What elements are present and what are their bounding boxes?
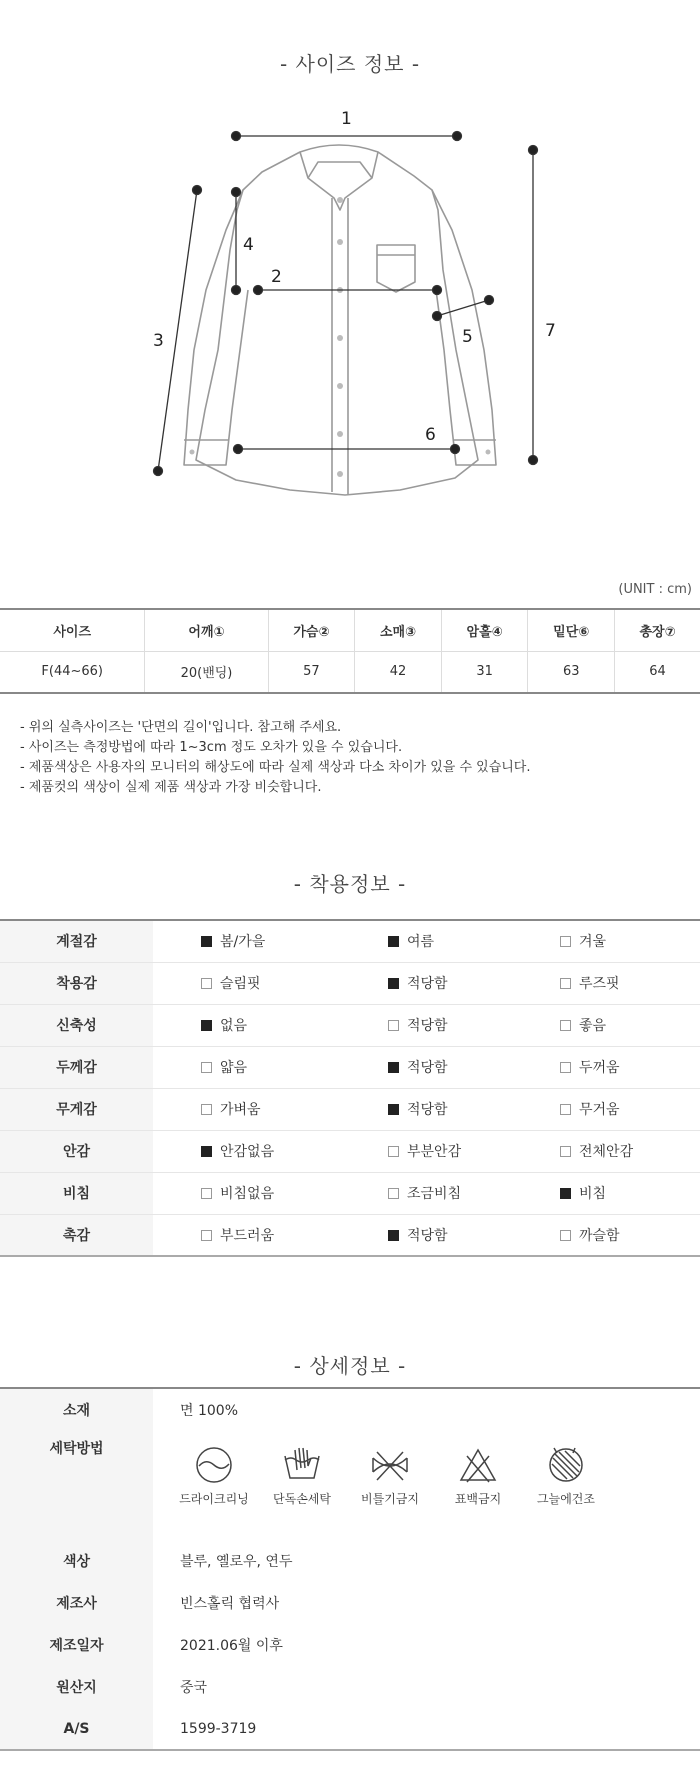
dry-clean-icon	[193, 1444, 235, 1486]
fit-row	[0, 1004, 700, 1046]
fit-option	[510, 1214, 700, 1256]
detail-value: 2021.06월 이후	[180, 1638, 283, 1654]
wash-label: 단독손세탁	[273, 1492, 331, 1506]
fit-option	[153, 1130, 340, 1172]
wash-icons	[173, 1444, 700, 1507]
fit-option-label: 무거움	[579, 1102, 620, 1118]
size-cell: 57	[268, 651, 355, 693]
unchecked-box-icon	[560, 1020, 571, 1031]
size-cell: 64	[615, 651, 700, 693]
fit-option-label: 안감없음	[220, 1144, 275, 1160]
fit-option-label: 까슬함	[579, 1227, 620, 1244]
fit-option	[340, 1172, 510, 1214]
fit-option-label: 얇음	[220, 1060, 248, 1076]
fit-row	[0, 920, 700, 962]
fit-row	[0, 1046, 700, 1088]
size-table	[0, 608, 700, 694]
checked-box-icon	[388, 978, 399, 989]
measure-label-5: 5	[462, 327, 473, 347]
detail-label: 세탁방법	[0, 1430, 153, 1540]
no-wring-icon	[369, 1444, 411, 1486]
shirt-measurement-diagram	[0, 90, 700, 550]
checked-box-icon	[388, 1062, 399, 1073]
detail-value: 블루, 옐로우, 연두	[180, 1554, 293, 1570]
detail-value: 1599-3719	[180, 1720, 257, 1737]
fit-option-label: 적당함	[407, 976, 448, 992]
size-cell: F(44~66)	[0, 651, 145, 693]
fit-label: 착용감	[0, 962, 153, 1004]
measure-label-2: 2	[271, 267, 282, 287]
fit-option-label: 전체안감	[579, 1144, 634, 1160]
fit-option-label: 봄/가을	[220, 934, 266, 951]
fit-label: 안감	[0, 1130, 153, 1172]
unchecked-box-icon	[388, 1146, 399, 1157]
fit-row	[0, 962, 700, 1004]
fit-label: 무게감	[0, 1088, 153, 1130]
wash-item	[349, 1444, 431, 1507]
unchecked-box-icon	[560, 1146, 571, 1157]
fit-option	[153, 1088, 340, 1130]
fit-option	[340, 1004, 510, 1046]
fit-option-label: 적당함	[407, 1227, 448, 1244]
fit-option-label: 여름	[407, 934, 435, 951]
unchecked-box-icon	[201, 1062, 212, 1073]
detail-label: 제조사	[0, 1582, 153, 1624]
size-cell: 42	[355, 651, 442, 693]
detail-row-washing	[0, 1430, 700, 1540]
fit-option	[510, 1172, 700, 1214]
note-line: - 제품색상은 사용자의 모니터의 해상도에 따라 실제 색상과 다소 차이가 있을 수 있습니다.	[20, 760, 531, 775]
fit-label: 계절감	[0, 920, 153, 962]
measure-label-3: 3	[153, 331, 164, 351]
detail-row	[0, 1624, 700, 1666]
unchecked-box-icon	[388, 1020, 399, 1031]
wash-label: 비틀기금지	[361, 1492, 419, 1506]
no-bleach-icon	[457, 1444, 499, 1486]
measure-label-6: 6	[425, 425, 436, 445]
size-header-cell: 밑단⑥	[528, 609, 615, 651]
fit-option-label: 조금비침	[407, 1186, 462, 1202]
unit-label: (UNIT : cm)	[618, 582, 692, 597]
fit-option	[510, 1088, 700, 1130]
detail-rows	[0, 1540, 700, 1750]
note-line: - 사이즈는 측정방법에 따라 1~3cm 정도 오차가 있을 수 있습니다.	[20, 740, 403, 755]
detail-value: 면 100%	[180, 1402, 238, 1419]
checked-box-icon	[201, 936, 212, 947]
fit-option	[340, 1130, 510, 1172]
fit-row	[0, 1172, 700, 1214]
detail-row	[0, 1582, 700, 1624]
fit-option	[340, 1088, 510, 1130]
fit-option-label: 슬림핏	[220, 976, 261, 992]
fit-option	[153, 1046, 340, 1088]
fit-option-label: 부분안감	[407, 1144, 462, 1160]
size-header-cell: 가슴②	[268, 609, 355, 651]
measure-label-7: 7	[545, 321, 556, 341]
fit-option-label: 루즈핏	[579, 976, 620, 992]
fit-option-label: 없음	[220, 1018, 248, 1034]
fit-option-label: 적당함	[407, 1102, 448, 1118]
note-line: - 위의 실측사이즈는 '단면의 길이'입니다. 참고해 주세요.	[20, 720, 342, 735]
wash-item	[261, 1444, 343, 1507]
checked-box-icon	[388, 1230, 399, 1241]
fit-option-label: 부드러움	[220, 1227, 275, 1244]
size-notes	[20, 718, 531, 798]
fit-option	[510, 962, 700, 1004]
checked-box-icon	[388, 936, 399, 947]
fit-option	[340, 1214, 510, 1256]
unchecked-box-icon	[201, 1230, 212, 1241]
fit-label: 비침	[0, 1172, 153, 1214]
detail-label: 제조일자	[0, 1624, 153, 1666]
size-header-cell: 어깨①	[145, 609, 268, 651]
fit-option-label: 좋음	[579, 1018, 607, 1034]
unchecked-box-icon	[560, 936, 571, 947]
detail-label: A/S	[0, 1708, 153, 1750]
measure-label-1: 1	[341, 109, 352, 129]
wash-label: 그늘에건조	[537, 1492, 595, 1506]
note-line: - 제품컷의 색상이 실제 제품 색상과 가장 비슷합니다.	[20, 780, 322, 795]
size-cell: 31	[441, 651, 528, 693]
fit-option	[340, 1046, 510, 1088]
fit-option	[153, 920, 340, 962]
fit-option	[510, 1046, 700, 1088]
measure-label-4: 4	[243, 235, 254, 255]
detail-row	[0, 1666, 700, 1708]
checked-box-icon	[388, 1104, 399, 1115]
unchecked-box-icon	[201, 1188, 212, 1199]
unchecked-box-icon	[560, 978, 571, 989]
wash-item	[525, 1444, 607, 1507]
fit-option-label: 비침	[579, 1186, 607, 1202]
wash-label: 표백금지	[454, 1492, 502, 1506]
unchecked-box-icon	[201, 1104, 212, 1115]
fit-row	[0, 1088, 700, 1130]
detail-value: 중국	[180, 1680, 208, 1696]
fit-option-label: 적당함	[407, 1060, 448, 1076]
fit-row	[0, 1130, 700, 1172]
fit-info-table	[0, 919, 700, 1257]
detail-info-table	[0, 1387, 700, 1751]
unchecked-box-icon	[560, 1104, 571, 1115]
unchecked-box-icon	[201, 978, 212, 989]
size-header-cell: 암홀④	[441, 609, 528, 651]
size-header-cell: 소매③	[355, 609, 442, 651]
detail-label: 원산지	[0, 1666, 153, 1708]
size-cell: 20(밴딩)	[145, 651, 268, 693]
fit-label: 두께감	[0, 1046, 153, 1088]
unchecked-box-icon	[560, 1230, 571, 1241]
wash-item	[173, 1444, 255, 1507]
wash-item	[437, 1444, 519, 1507]
fit-option	[340, 962, 510, 1004]
checked-box-icon	[201, 1020, 212, 1031]
wash-label: 드라이크리닝	[179, 1492, 249, 1506]
fit-option-label: 비침없음	[220, 1186, 275, 1202]
detail-label: 색상	[0, 1540, 153, 1582]
size-table-header	[0, 609, 700, 651]
fit-label: 촉감	[0, 1214, 153, 1256]
fit-option	[340, 920, 510, 962]
size-section-title: - 사이즈 정보 -	[279, 52, 421, 76]
fit-option	[153, 1172, 340, 1214]
hand-wash-icon	[281, 1444, 323, 1486]
fit-option	[153, 1004, 340, 1046]
checked-box-icon	[201, 1146, 212, 1157]
fit-section-title: - 착용정보 -	[293, 872, 407, 896]
detail-value: 빈스홀릭 협력사	[180, 1596, 280, 1612]
fit-option	[510, 920, 700, 962]
size-header-cell: 사이즈	[0, 609, 145, 651]
fit-option	[153, 1214, 340, 1256]
size-table-row	[0, 651, 700, 693]
unchecked-box-icon	[388, 1188, 399, 1199]
fit-option-label: 두꺼움	[579, 1060, 620, 1076]
fit-option-label: 가벼움	[220, 1102, 261, 1118]
detail-row-material	[0, 1388, 700, 1430]
fit-option-label: 겨울	[579, 934, 607, 951]
detail-row	[0, 1708, 700, 1750]
size-cell: 63	[528, 651, 615, 693]
fit-row	[0, 1214, 700, 1256]
fit-option-label: 적당함	[407, 1018, 448, 1034]
fit-option	[510, 1004, 700, 1046]
detail-row	[0, 1540, 700, 1582]
unchecked-box-icon	[560, 1062, 571, 1073]
detail-label: 소재	[0, 1388, 153, 1430]
checked-box-icon	[560, 1188, 571, 1199]
detail-section-title: - 상세정보 -	[293, 1354, 407, 1378]
fit-option	[153, 962, 340, 1004]
fit-label: 신축성	[0, 1004, 153, 1046]
shade-dry-icon	[545, 1444, 587, 1486]
fit-option	[510, 1130, 700, 1172]
size-header-cell: 총장⑦	[615, 609, 700, 651]
